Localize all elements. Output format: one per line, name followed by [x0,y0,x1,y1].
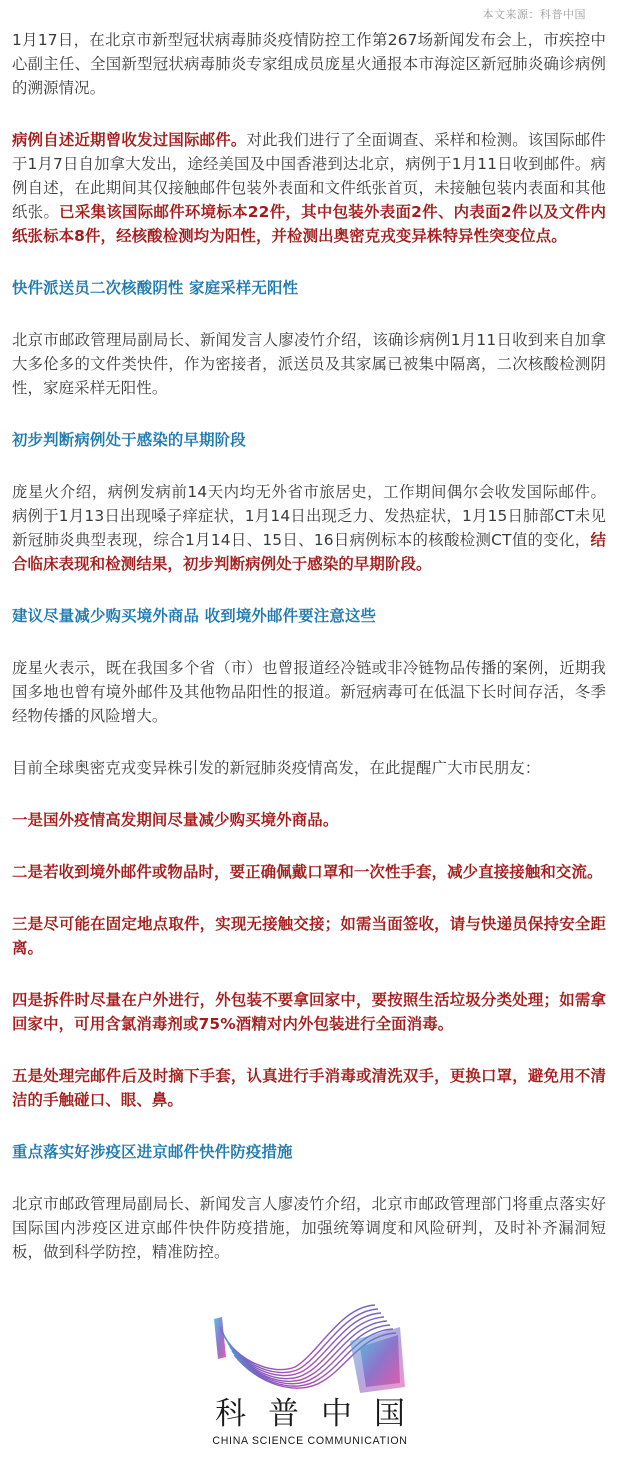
tip-item: 二是若收到境外邮件或物品时，要正确佩戴口罩和一次性手套，减少直接接触和交流。 [12,863,603,881]
tip-item: 五是处理完邮件后及时摘下手套，认真进行手消毒或清洗双手，更换口罩，避免用不清洁的手触碰口、眼、鼻。 [12,1067,606,1109]
early-stage-paragraph [12,480,606,576]
intro-paragraph: 1月17日，在北京市新型冠状病毒肺炎疫情防控工作第267场新闻发布会上，市疾控中心副主任、全国新型冠状病毒肺炎专家组成员庞星火通报本市海淀区新冠肺炎确诊病例的溯源情况。 [12,31,606,97]
section-heading-measures: 重点落实好涉疫区进京邮件快件防疫措施 [12,1143,293,1161]
section-heading-courier: 快件派送员二次核酸阴性 家庭采样无阳性 [12,279,299,297]
emphasis-text: 已采集该国际邮件环境标本22件，其中包装外表面2件、内表面2件以及文件内纸张标本8件，经核酸检测均为阳性，并检测出奥密克戎变异株特异性突变位点。 [12,203,606,245]
tip-item: 三是尽可能在固定地点取件，实现无接触交接；如需当面签收，请与快递员保持安全距离。 [12,915,606,957]
tip-item: 一是国外疫情高发期间尽量减少购买境外商品。 [12,811,339,829]
logo-chinese-text: 科普中国 [215,1396,427,1432]
emphasis-text: 结合临床表现和检测结果，初步判断病例处于感染的早期阶段。 [12,531,606,573]
section-heading-advice: 建议尽量减少购买境外商品 收到境外邮件要注意这些 [12,607,377,625]
emphasis-text: 病例自述近期曾收发过国际邮件。 [12,131,247,149]
reminder-intro-paragraph: 目前全球奥密克戎变异株引发的新冠肺炎疫情高发，在此提醒广大市民朋友： [12,759,541,777]
transmission-paragraph: 庞星火表示，既在我国多个省（市）也曾报道经冷链或非冷链物品传播的案例，近期我国多地也曾有境外邮件及其他物品阳性的报道。新冠病毒可在低温下长时间存活，冬季经物传播的风险增大。 [12,659,606,725]
article-body [12,28,606,1292]
tip-item: 四是拆件时尽量在户外进行，外包装不要拿回家中，要按照生活垃圾分类处理；如需拿回家中，可用含氯消毒剂或75%酒精对内外包装进行全面消毒。 [12,991,606,1033]
body-text: 对此我们进行了全面调查、采样和检测。该国际邮件于1月7日自加拿大发出，途经美国及中国香港到达北京，病例于1月11日收到邮件。病例自述，在此期间其仅接触邮件包装外表面和文件纸张首页，未接触包装内表面和其他纸张。 [12,131,606,221]
kepu-swoosh-icon [200,1297,420,1397]
mail-investigation-paragraph [12,128,606,248]
section-heading-early-stage: 初步判断病例处于感染的早期阶段 [12,431,246,449]
logo-english-text: CHINA SCIENCE COMMUNICATION [212,1435,408,1447]
source-credit: 本文来源：科普中国 [482,8,586,21]
body-text: 庞星火介绍，病例发病前14天内均无外省市旅居史，工作期间偶尔会收发国际邮件。病例于1月13日出现嗓子痒症状，1月14日出现乏力、发热症状，1月15日肺部CT未见新冠肺炎典型表现，综合1月14日、15日、16日病例标本的核酸检测CT值的变化， [12,483,606,549]
measures-paragraph: 北京市邮政管理局副局长、新闻发言人廖凌竹介绍，北京市邮政管理部门将重点落实好国际国内涉疫区进京邮件快件防疫措施，加强统筹调度和风险研判，及时补齐漏洞短板，做到科学防控，精准防控。 [12,1195,606,1261]
kepu-china-logo [0,1297,620,1457]
courier-paragraph: 北京市邮政管理局副局长、新闻发言人廖凌竹介绍，该确诊病例1月11日收到来自加拿大多伦多的文件类快件，作为密接者，派送员及其家属已被集中隔离，二次核酸检测阴性，家庭采样无阳性。 [12,331,606,397]
